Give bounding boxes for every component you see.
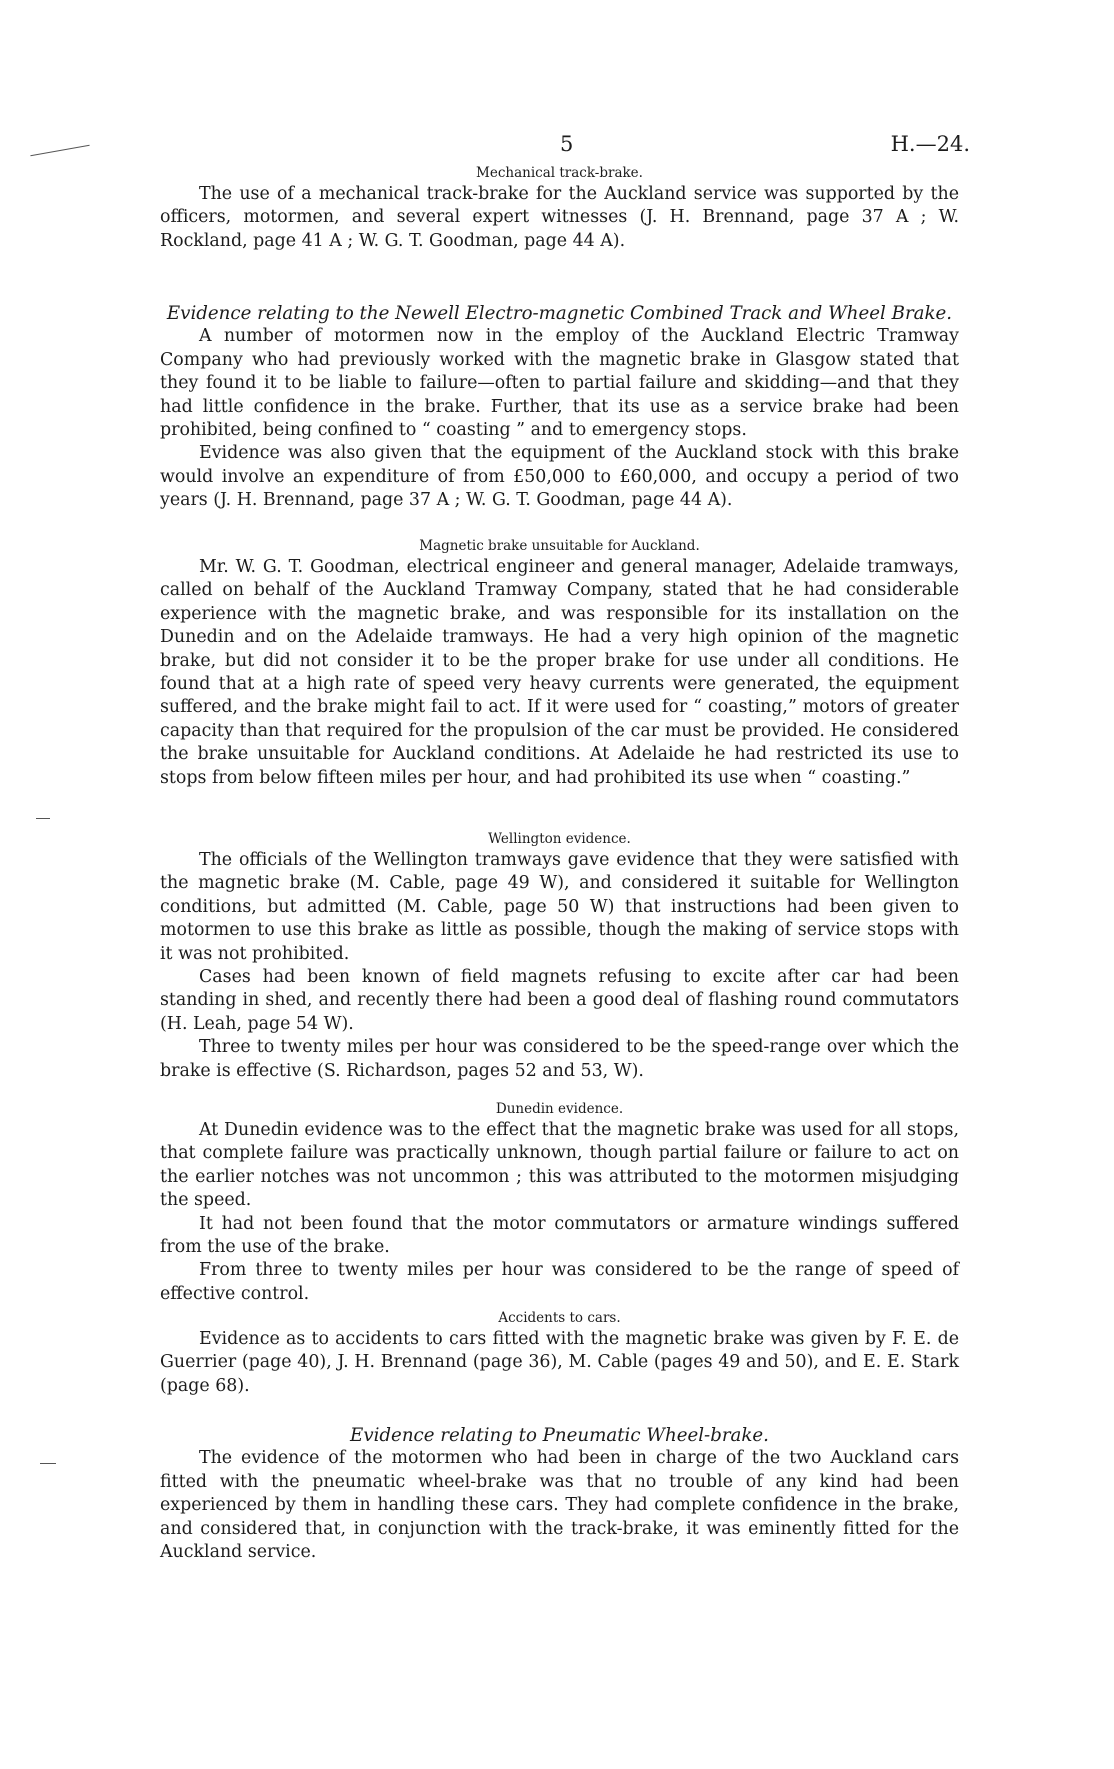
section-newell-brake xyxy=(160,302,959,513)
scan-mark xyxy=(30,145,89,156)
paragraph: Mr. W. G. T. Goodman, electrical engineer and general manager, Adelaide tramways, called on behalf of the Auckland Tramway Company, stated that he had considerable experience with the magnetic brake, and was responsible for its installation on the Dunedin and on the Adelaide tramways. He had a very high opinion of the magnetic brake, but did not consider it to be the proper brake for use under all conditions. He found that at a high rate of speed very heavy currents were generated, the equipment suffered, and the brake might fail to act. If it were used for “ coasting,” motors of greater capacity than that required for the propulsion of the car must be provided. He considered the brake unsuitable for Auckland conditions. At Adelaide he had restricted its use to stops from below fifteen miles per hour, and had prohibited its use when “ coasting.” xyxy=(160,557,959,788)
section-heading: Mechanical track-brake. xyxy=(476,165,643,181)
section-heading: Evidence relating to Pneumatic Wheel-brake. xyxy=(350,1425,769,1446)
paragraph: From three to twenty miles per hour was considered to be the range of speed of effective control. xyxy=(160,1260,959,1304)
paragraph: Evidence was also given that the equipment of the Auckland stock with this brake would involve an expenditure of from £50,000 to £60,000, and occupy a period of two years (J. H. Brennand, page 37 A ; W. G. T. Goodman, page 44 A). xyxy=(160,443,959,511)
section-wellington xyxy=(160,830,959,1083)
section-heading: Magnetic brake unsuitable for Auckland. xyxy=(419,538,700,554)
paragraph: Evidence as to accidents to cars fitted with the magnetic brake was given by F. E. de Guerrier (page 40), J. H. Brennand (page 36), M. Cable (pages 49 and 50), and E. E. Stark (page 68). xyxy=(160,1329,959,1396)
section-magnetic-unsuitable xyxy=(160,537,959,790)
paragraph: It had not been found that the motor commutators or armature windings suffered from the use of the brake. xyxy=(160,1213,959,1258)
paragraph: A number of motormen now in the employ of the Auckland Electric Tramway Company who had previously worked with the magnetic brake in Glasgow stated that they found it to be liable to failure—often to partial failure and skidding—and that they had little confidence in the brake. Further, that its use as a service brake had been prohibited, being confined to “ coasting ” and to emergency stops. xyxy=(160,326,959,441)
scan-mark xyxy=(40,1463,56,1464)
paragraph: At Dunedin evidence was to the effect that the magnetic brake was used for all stops, that complete failure was practically unknown, though partial failure or failure to act on the earlier notches was not uncommon ; this was attributed to the motormen misjudging the speed. xyxy=(160,1120,959,1211)
paragraph: Three to twenty miles per hour was considered to be the speed-range over which the brake is effective (S. Richardson, pages 52 and 53, W). xyxy=(160,1037,959,1081)
scan-mark xyxy=(36,818,50,819)
section-track-brake xyxy=(160,164,959,253)
section-heading: Evidence relating to the Newell Electro-magnetic Combined Track and Wheel Brake. xyxy=(166,303,953,324)
section-accidents xyxy=(160,1309,959,1398)
section-pneumatic-brake xyxy=(160,1424,959,1564)
paragraph: Cases had been known of field magnets refusing to excite after car had been standing in shed, and recently there had been a good deal of flashing round commutators (H. Leah, page 54 W). xyxy=(160,967,959,1034)
document-reference: H.—24. xyxy=(890,132,970,156)
section-heading: Accidents to cars. xyxy=(498,1310,621,1326)
page-number: 5 xyxy=(560,132,574,156)
section-heading: Wellington evidence. xyxy=(488,831,631,847)
section-dunedin xyxy=(160,1100,959,1306)
paragraph: The evidence of the motormen who had been in charge of the two Auckland cars fitted with the pneumatic wheel-brake was that no trouble of any kind had been experienced by them in handling these cars. They had complete confidence in the brake, and considered that, in conjunction with the track-brake, it was eminently fitted for the Auckland service. xyxy=(160,1448,959,1563)
paragraph: The officials of the Wellington tramways gave evidence that they were satisfied with the magnetic brake (M. Cable, page 49 W), and considered it suitable for Wellington conditions, but admitted (M. Cable, page 50 W) that instructions had been given to motormen to use this brake as little as possible, though the making of service stops with it was not prohibited. xyxy=(160,850,959,964)
paragraph: The use of a mechanical track-brake for the Auckland service was supported by the officers, motormen, and several expert witnesses (J. H. Brennand, page 37 A ; W. Rockland, page 41 A ; W. G. T. Goodman, page 44 A). xyxy=(160,184,959,251)
section-heading: Dunedin evidence. xyxy=(495,1101,624,1117)
